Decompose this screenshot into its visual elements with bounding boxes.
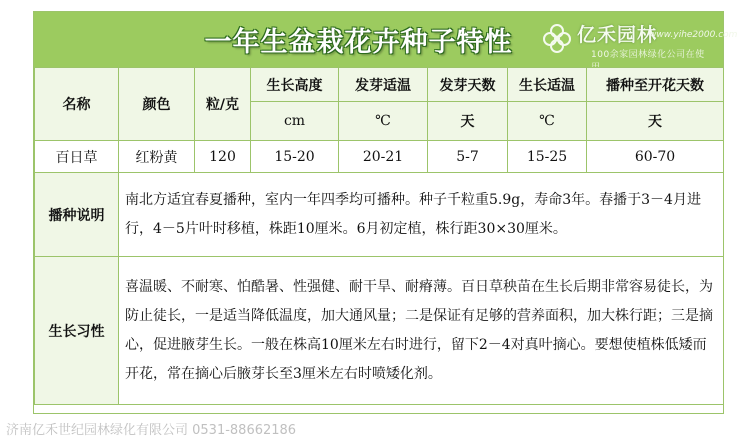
- cell-bloom-days: 60-70: [587, 141, 724, 173]
- unit-grow-temp: ℃: [508, 102, 587, 141]
- header-row: [35, 68, 724, 102]
- seed-info-card: [33, 11, 738, 414]
- sowing-text: 南北方适宜春夏播种，室内一年四季均可播种。种子千粒重5.9g，寿命3年。春播于3－4月进行，4－5片叶时移植，株距10厘米。6月初定植，株行距30×30厘米。: [119, 173, 724, 257]
- unit-height: cm: [251, 102, 339, 141]
- brand-logo: [541, 16, 738, 62]
- logo-url: www.yihe2000.com: [649, 30, 738, 40]
- cell-per-gram: 120: [195, 141, 251, 173]
- unit-germ-days: 天: [428, 102, 508, 141]
- header-bloom-days: 播种至开花天数: [587, 68, 724, 102]
- title-bar: [34, 12, 738, 68]
- logo-tagline: 100余家园林绿化公司在使: [591, 50, 705, 60]
- table-row: [35, 141, 724, 173]
- habit-row: [35, 257, 724, 405]
- sowing-row: [35, 173, 724, 257]
- cell-germ-days: 5-7: [428, 141, 508, 173]
- habit-label: 生长习性: [35, 257, 119, 405]
- header-color: 颜色: [119, 68, 195, 141]
- logo-brand-name: 亿禾园林: [577, 24, 658, 46]
- cell-germ-temp: 20-21: [339, 141, 428, 173]
- seed-characteristics-table: [34, 67, 724, 405]
- header-per-gram: 粒/克: [195, 68, 251, 141]
- header-height: 生长高度: [251, 68, 339, 102]
- cell-height: 15-20: [251, 141, 339, 173]
- cell-grow-temp: 15-25: [508, 141, 587, 173]
- sowing-label: 播种说明: [35, 173, 119, 257]
- header-name: 名称: [35, 68, 119, 141]
- header-germ-days: 发芽天数: [428, 68, 508, 102]
- habit-text: 喜温暖、不耐寒、怕酷暑、性强健、耐干旱、耐瘠薄。百日草秧苗在生长后期非常容易徒长，为防止徒长，一是适当降低温度，加大通风量；二是保证有足够的营养面积，加大株行距；三是摘心，促进腋芽生长。一般在株高10厘米左右时进行，留下2－4对真叶摘心。要想使植株低矮而开花，常在摘心后腋芽长至3厘米左右时喷矮化剂。: [119, 257, 724, 405]
- flower-logo-icon: [541, 22, 573, 54]
- cell-color: 红粉黄: [119, 141, 195, 173]
- header-germ-temp: 发芽适温: [339, 68, 428, 102]
- unit-germ-temp: ℃: [339, 102, 428, 141]
- cell-name: 百日草: [35, 141, 119, 173]
- header-grow-temp: 生长适温: [508, 68, 587, 102]
- company-footer: 济南亿禾世纪园林绿化有限公司 0531-88662186: [6, 423, 297, 438]
- unit-bloom-days: 天: [587, 102, 724, 141]
- page-title: 一年生盆栽花卉种子特性: [204, 27, 513, 58]
